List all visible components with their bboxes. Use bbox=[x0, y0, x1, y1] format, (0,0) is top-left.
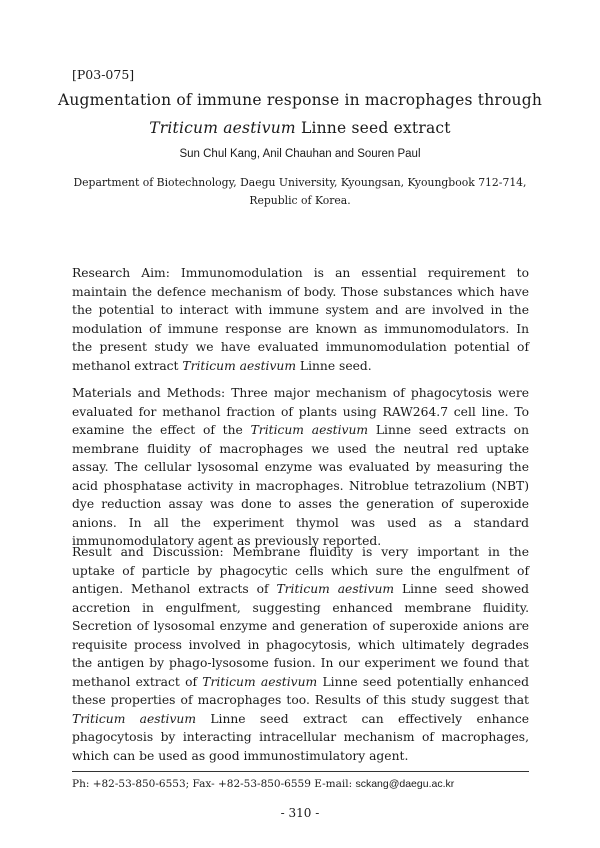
authors: Sun Chul Kang, Anil Chauhan and Souren Paul bbox=[179, 148, 421, 160]
email-address: sckang@daegu.ac.kr bbox=[355, 778, 455, 790]
species-name: Triticum aestivum bbox=[276, 582, 395, 596]
affiliation: Department of Biotechnology, Daegu University, Kyoungsan, Kyoungbook 712-714, Republic of Korea. bbox=[73, 176, 527, 207]
research-aim-paragraph bbox=[72, 264, 529, 375]
title-rest: Linne seed extract bbox=[295, 119, 451, 137]
text-segment: Linne seed potentially enhanced these properties of macrophages too. Results of this study suggest that bbox=[72, 674, 529, 707]
text-segment: Linne seed extracts on membrane fluidity of macrophages we used the neutral red uptake assay. The cellular lysosomal enzyme was evaluated by measuring the acid phosphatase activity in macrophages. Nitroblue tetrazolium (NBT) dye reduction assay was done to asses the generation of superoxide anions. In all the experiment thymol was used as a standard immunomodulatory agent as previously reported. bbox=[72, 423, 529, 548]
text-segment: Linne seed extract can effectively enhance phagocytosis by interacting intracellular mechanism of macrophages, which can be used as good immunostimulatory agent. bbox=[72, 711, 529, 763]
contact-text: Ph: +82-53-850-6553; Fax- +82-53-850-6559 E-mail: bbox=[72, 778, 356, 790]
species-name: Triticum aestivum bbox=[202, 674, 318, 689]
species-name: Triticum aestivum bbox=[182, 358, 296, 373]
text-segment: Result and Discussion: Membrane fluidity is very important in the uptake of particle by phagocytic cells which sure the engulfment of antigen. Methanol extracts of bbox=[72, 545, 529, 596]
species-name: Triticum aestivum bbox=[72, 711, 197, 726]
text-segment: Materials and Methods: Three major mechanism of phagocytosis were evaluated for methanol fraction of plants using RAW264.7 cell line. To examine the effect of the bbox=[72, 386, 529, 437]
species-name: Triticum aestivum bbox=[250, 423, 369, 437]
title-species: Triticum aestivum bbox=[149, 119, 296, 137]
text-segment: Linne seed showed accretion in engulfment, suggesting enhanced membrane fluidity. Secretion of lysosomal enzyme and generation of superoxide anions are requisite process involved in phagocytosis, which ultimately degrades the antigen by phago-lysosome fusion. In our experiment we found that methanol extract of bbox=[72, 582, 529, 689]
title-line-2 bbox=[40, 119, 560, 137]
title-line-1: Augmentation of immune response in macrophages through bbox=[57, 91, 543, 109]
footer-divider bbox=[72, 771, 529, 772]
results-paragraph bbox=[72, 543, 529, 765]
text-segment: Research Aim: Immunomodulation is an essential requirement to maintain the defence mechanism of body. Those substances which have the potential to interact with immune system and are involved in the modulation of immune response are known as immunomodulators. In the present study we have evaluated immunomodulation potential of methanol extract bbox=[72, 266, 529, 373]
abstract-code: [P03-075] bbox=[72, 67, 135, 82]
page-number: - 310 - bbox=[280, 806, 320, 820]
methods-paragraph bbox=[72, 384, 529, 551]
contact-info bbox=[72, 778, 454, 790]
text-segment: Linne seed. bbox=[296, 358, 372, 373]
